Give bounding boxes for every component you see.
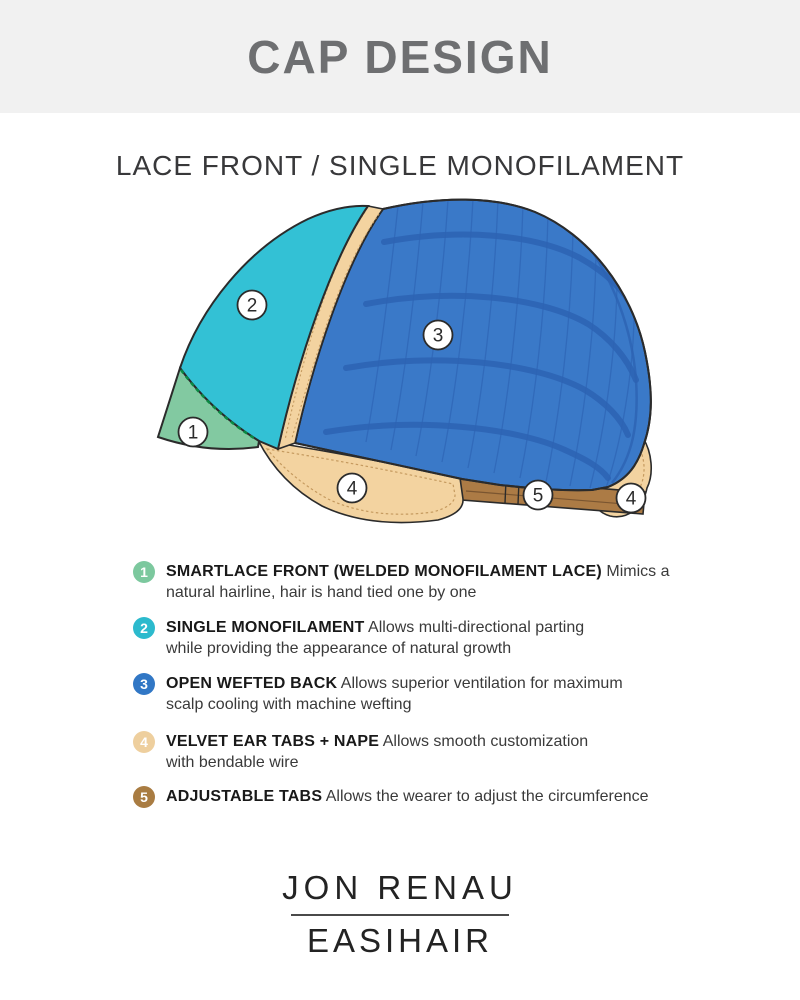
page-title: CAP DESIGN <box>247 30 553 83</box>
legend-desc-4b: with bendable wire <box>166 753 299 771</box>
svg-text:4: 4 <box>625 488 637 510</box>
legend-desc-3: Allows superior ventilation for maximum <box>340 675 623 692</box>
legend-term-4: VELVET EAR TABS + NAPE <box>166 733 380 750</box>
legend-bullet-5: 5 <box>133 786 155 808</box>
brand-logo <box>0 869 800 960</box>
legend-text-5 <box>166 787 649 808</box>
legend-item-velvet-ear-tabs <box>133 732 588 773</box>
legend-desc-1: Mimics a <box>606 563 670 580</box>
legend-term-2: SINGLE MONOFILAMENT <box>166 619 365 636</box>
legend-item-smartlace-front <box>133 562 669 603</box>
legend-text-4 <box>166 732 588 773</box>
marker-1 <box>179 418 208 447</box>
cap-design-subtitle: LACE FRONT / SINGLE MONOFILAMENT <box>115 150 685 181</box>
legend-text-1 <box>166 562 669 603</box>
legend-desc-4: Allows smooth customization <box>382 733 589 750</box>
legend-item-adjustable-tabs <box>133 787 649 808</box>
brand-name-jon-renau: JON RENAU <box>282 869 518 906</box>
header-band <box>0 0 800 113</box>
svg-text:4: 4 <box>346 478 358 500</box>
svg-text:1: 1 <box>187 422 199 444</box>
legend-bullet-3: 3 <box>133 673 155 695</box>
marker-2 <box>238 291 267 320</box>
marker-4-left <box>338 474 367 503</box>
legend-bullet-2: 2 <box>133 617 155 639</box>
legend-desc-1b: natural hairline, hair is hand tied one by one <box>166 583 477 601</box>
svg-text:2: 2 <box>246 295 258 317</box>
legend-term-5: ADJUSTABLE TABS <box>166 788 323 805</box>
legend-text-3 <box>166 674 623 715</box>
legend-bullet-4: 4 <box>133 731 155 753</box>
legend-term-1: SMARTLACE FRONT (WELDED MONOFILAMENT LACE) <box>166 563 602 580</box>
cap-diagram <box>140 190 680 550</box>
legend-item-single-monofilament <box>133 618 584 659</box>
legend-term-3: OPEN WEFTED BACK <box>166 675 338 692</box>
legend-item-open-wefted-back <box>133 674 623 715</box>
legend-desc-2: Allows multi-directional parting <box>368 619 585 636</box>
brand-name-easihair: EASIHAIR <box>306 922 494 959</box>
marker-4-right <box>617 484 646 513</box>
legend-desc-5: Allows the wearer to adjust the circumference <box>325 788 649 805</box>
legend-bullet-1: 1 <box>133 561 155 583</box>
svg-text:5: 5 <box>532 485 544 507</box>
marker-5 <box>524 481 553 510</box>
marker-3 <box>424 321 453 350</box>
svg-text:3: 3 <box>432 325 444 347</box>
legend-desc-3b: scalp cooling with machine wefting <box>166 695 412 713</box>
legend-desc-2b: while providing the appearance of natural growth <box>166 639 512 657</box>
legend-text-2 <box>166 618 584 659</box>
brand-divider <box>291 914 509 916</box>
